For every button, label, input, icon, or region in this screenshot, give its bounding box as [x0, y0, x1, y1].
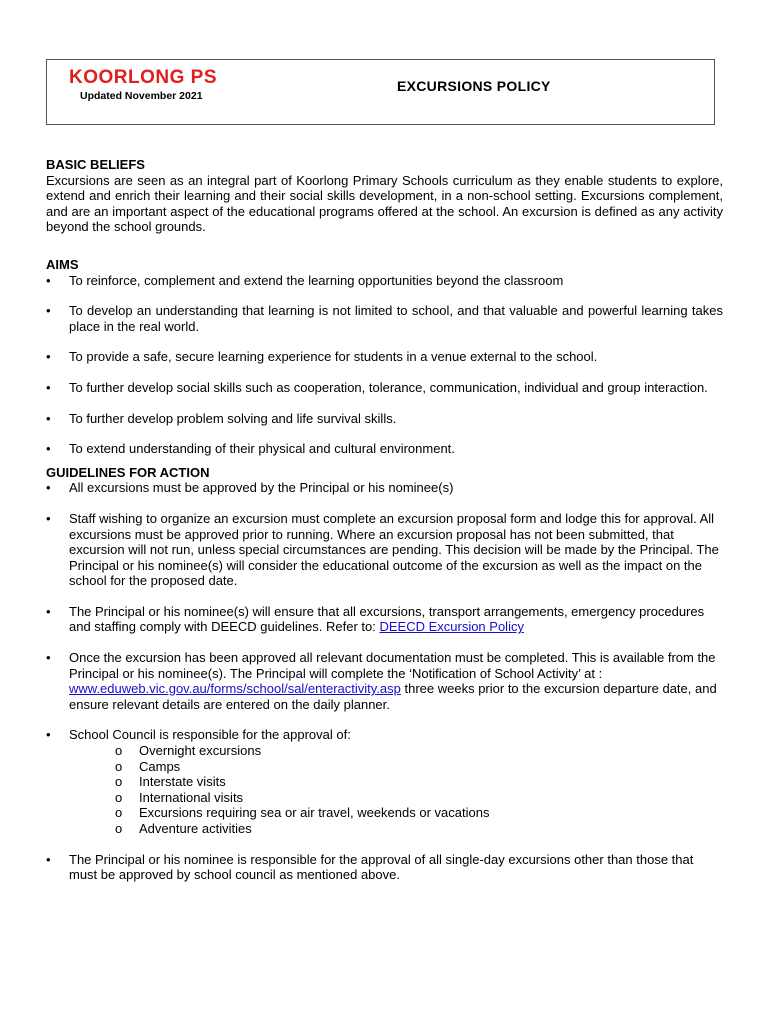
- aim-item: • To further develop problem solving and life survival skills.: [46, 410, 397, 426]
- sub-bullet-icon: o: [115, 758, 123, 774]
- bullet-icon: •: [46, 650, 51, 666]
- guidelines-list: [46, 480, 723, 882]
- aim-item: • To reinforce, complement and extend the learning opportunities beyond the classroom: [46, 272, 564, 288]
- updated-date: Updated November 2021: [80, 90, 203, 102]
- sub-item: o Adventure activities: [115, 821, 252, 836]
- sub-item: o Interstate visits: [115, 774, 226, 790]
- bullet-icon: •: [46, 441, 51, 457]
- aim-item: • To extend understanding of their physical and cultural environment.: [46, 441, 455, 457]
- aim-item: • To further develop social skills such as cooperation, tolerance, communication, individual and group interaction.: [46, 379, 708, 395]
- bullet-icon: •: [46, 727, 51, 743]
- sub-bullet-icon: o: [115, 821, 123, 836]
- bullet-icon: •: [46, 851, 51, 867]
- bullet-icon: •: [46, 272, 51, 288]
- sub-item: o International visits: [115, 789, 244, 805]
- school-name: KOORLONG PS: [69, 67, 218, 88]
- guideline-item: • The Principal or his nominee(s) will ensure that all excursions, transport arrangements, emergency procedures and staffing comply with DEECD guidelines. Refer to: DEECD Excursion Policy: [46, 603, 705, 635]
- sub-item: o Camps: [115, 758, 181, 774]
- guideline-item: • School Council is responsible for the approval of: o Overnight excursions o Camps o Interstate visits o International visits o Excursions requiring sea or air travel, weekends or vacations o Adventure activities: [46, 727, 723, 836]
- approval-sublist: [69, 743, 723, 837]
- bullet-icon: •: [46, 603, 51, 619]
- aim-item: • To provide a safe, secure learning experience for students in a venue external to the school.: [46, 349, 598, 365]
- bullet-icon: •: [46, 480, 51, 496]
- sub-item: o Overnight excursions: [115, 743, 262, 759]
- bullet-icon: •: [46, 303, 51, 319]
- bullet-icon: •: [46, 379, 51, 395]
- aims-list: [46, 273, 723, 457]
- sub-bullet-icon: o: [115, 805, 123, 821]
- guideline-item: • The Principal or his nominee is responsible for the approval of all single-day excursions other than those that must be approved by school council as mentioned above.: [46, 851, 694, 883]
- sub-item: o Excursions requiring sea or air travel, weekends or vacations: [115, 805, 490, 821]
- guideline-item: • All excursions must be approved by the Principal or his nominee(s): [46, 480, 454, 496]
- bullet-icon: •: [46, 410, 51, 426]
- sub-bullet-icon: o: [115, 774, 123, 790]
- bullet-icon: •: [46, 349, 51, 365]
- eduweb-link[interactable]: www.eduweb.vic.gov.au/forms/school/sal/enteractivity.asp: [69, 681, 401, 697]
- basic-beliefs-text: Excursions are seen as an integral part of Koorlong Primary Schools curriculum as they enable students to explore, extend and enrich their learning and their social skills development, in a non-school setting. Excursions complement, and are an important aspect of the educational programs offered at the school. An excursion is defined as any activity beyond the school grounds.: [46, 172, 723, 235]
- deecd-policy-link[interactable]: DEECD Excursion Policy: [379, 619, 524, 635]
- header-box: [46, 59, 715, 125]
- aim-item: • To develop an understanding that learning is not limited to school, and that valuable and powerful learning takes place in the real world.: [46, 303, 723, 334]
- aims-heading: AIMS: [46, 256, 79, 272]
- policy-content: [46, 157, 723, 898]
- policy-title: EXCURSIONS POLICY: [397, 78, 551, 94]
- basic-beliefs-heading: BASIC BELIEFS: [46, 157, 145, 172]
- sub-bullet-icon: o: [115, 743, 123, 759]
- guideline-item: • Staff wishing to organize an excursion must complete an excursion proposal form and lodge this for approval. All excursions must be approved prior to running. Where an excursion proposal has not been submitted, that excursion will not run, unless special circumstances are pending. This decision will be made by the Principal. The Principal or his nominee(s) will consider the educational outcome of the excursion as well as the impact on the school for the proposed date.: [46, 510, 719, 589]
- guideline-item: • Once the excursion has been approved all relevant documentation must be completed. This is available from the Principal or his nominee(s). The Principal will complete the ‘Notification of School Activity’ at : www.eduweb.vic.gov.au/forms/school/sal/enteractivity.asp three weeks prior to the excursion departure date, and ensure relevant details are entered on the daily planner.: [46, 650, 717, 712]
- bullet-icon: •: [46, 510, 51, 526]
- sub-bullet-icon: o: [115, 789, 123, 805]
- guidelines-heading: GUIDELINES FOR ACTION: [46, 464, 210, 480]
